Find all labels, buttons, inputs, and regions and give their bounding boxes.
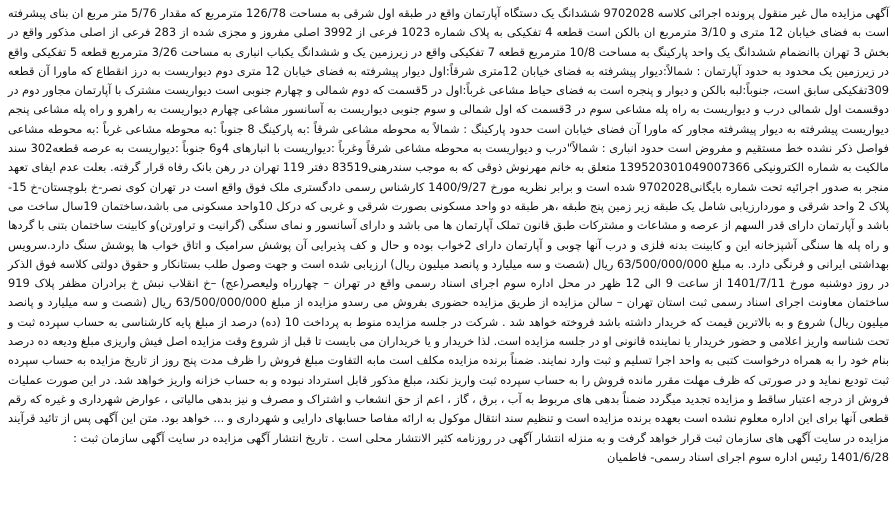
notice-signature-line: 1401/6/28 رئیس اداره سوم اجرای اسناد رسمی- فاطمیان bbox=[607, 449, 889, 464]
notice-body-text: آگهی مزایده مال غیر منقول پرونده اجرائی کلاسه 9702028 ششدانگ یک دستگاه آپارتمان واقع در طبقه اول شرقی به مساحت 126/78 مترمربع که مقدار 5/76 متر مربع ان بنای پیشرفته است به فضای خیابان 12 متری و 3/10 مترمربع ان بالکن است قطعه 4 تفکیکی به پلاک شماره 1023 فرعی از 3992 اصلی مفروز و مجزی شده از 283 فرعی از اصلی مذکور واقع در بخش 3 تهران باانضمام ششدانگ یک واحد پارکینگ به مساحت 10/8 مترمربع قطعه 7 تفکیکی واقع در زیرزمین یک و ششدانگ یکباب انباری به مساحت 3/26 مترمربع قطعه 5 تفکیکی واقع در زیرزمین یک محدود به حدود آپارتمان : شمالاً:دیوار پیشرفته به فضای خیابان 12متری شرقاً:اول دیوار پیشرفته به فضای خیابان 12 متری دوم دیواریست به درز انقطاع که ماورا آن قطعه 309تفکیکی سابق است، جنوباً:لبه بالکن و دیوار و پنجره است به فضای حیاط مشاعی غرباً:اول در 5قسمت که دوم شمالی و چهارم جنوبی است دیواریست مشترک با آپارتمان مجاور دوم در دوقسمت اول شمالی درب و دیواریست به راه پله مشاعی سوم در 3قسمت که اول شمالی و سوم جنوبی دیواریست به آسانسور مشاعی چهارم دیواریست به راهرو و راه پله مشاعی پنجم دیواریست پیشرفته به دیوار پیشرفته مجاور که ماورا آن فضای خیابان است حدود پارکینگ : شمالاً به محوطه مشاعی شرقاً :به پارکینگ 8 جنوباً :به محوطه مشاعی غرباً :به محوطه مشاعی فواصل ذکر نشده خط مستقیم و مفروض است حدود انباری : شمالاً"درب و دیواریست به محوطه مشاعی شرقاً وغرباً :دیواریست با انبارهای 4و6 جنوباً :دیواریست به عرصه قطعه302 سند مالکیت به شماره الکترونیکی 139520301049007366 متعلق به خانم مهرنوش ذوقی که به موجب سندرهنی83519 دفتر 119 تهران در رهن بانک رفاه قرار گرفته. بعلت عدم ایفای تعهد منجر به صدور اجرائیه تحت شماره بایگانی9702028 شده است و برابر نظریه مورخ 1400/9/27 کارشناس رسمی دادگستری ملک فوق واقع است در تهران کوی نصر-خ بلوچستان-خ 15-پلاک 2 واحد شرقی و موردارزیابی شامل یک طبقه زیر زمین پنج طبقه ،هر طبقه دو واحد مسکونی بصورت شرقی و غربی که درکل 10واحد مسکونی می باشد،ساختمان 19سال ساخت می باشد و آپارتمان دارای قدر السهم از عرصه و مشاعات و مشترکات طبق قانون تملک آپارتمان ها می باشد و دارای آسانسور و نمای سنگی (گرانیت و تراورتن)و کابینت ساختمان بتنی با گردها و راه پله ها سنگی آشپزخانه این و کابینت بدنه فلزی و درب آنها چوبی و آپارتمان دارای 2خواب بوده و حال و کف پذیرایی آن پوشش سرامیک و اتاق خواب ها پوشش سنگ دارد.سرویس بهداشتی ایرانی و فرنگی دارد. به مبلغ 63/500/000/000 ریال (شصت و سه میلیارد و پانصد میلیون ریال) ارزیابی شده است و جهت وصول طلب بستانکار و حقوق دولتی کلاسه فوق الذکر در روز دوشنبه مورخ 1401/7/11 از ساعت 9 الی 12 ظهر در محل اداره سوم اجرای اسناد رسمی واقع در تهران – چهارراه ولیعصر(عج) –خ انقلاب نبش خ برادران مظفر پلاک 919 ساختمان معاونت اجرای اسناد رسمی ثبت استان تهران – سالن مزایده از طریق مزایده حضوری بفروش می رسدو مزایده از مبلغ 63/500/000/000 ریال (شصت و سه میلیارد و پانصد میلیون ریال) شروع و به بالاترین قیمت که خریدار داشته باشد فروخته خواهد شد . شرکت در جلسه مزایده منوط به پرداخت 10 (ده) درصد از مبلغ پایه کارشناسی به حساب سپرده ثبت و تحت شناسه واریز اعلامی و حضور خریدار یا نماینده قانونی او در جلسه مزایده است. لذا خریدار و یا خریداران می بایست تا قبل از شروع وقت مزایده اصل فیش واریزی مبلغ ودیعه ده درصد بنام خود را به همراه درخواست کتبی به واحد اجرا تسلیم و ثبت وارد نمایند. ضمناً برنده مزایده مکلف است مابه التفاوت مبلغ فروش را ظرف مدت پنج روز از تاریخ مزایده به حساب سپرده ثبت تودیع نماید و در صورتی که ظرف مهلت مقرر مانده فروش را به حساب سپرده ثبت واریز نکند، مبلغ مذکور قابل استرداد نبوده و به حساب خزانه واریز خواهد شد. در این صورت عملیات فروش از درجه اعتبار ساقط و مزایده تجدید میگردد ضمناً بدهی های مربوط به آب ، برق ، گاز ، اعم از حق انشعاب و اشتراک و مصرف و نیز بدهی مالیاتی ، عوارض شهرداری و غیره که رقم قطعی آنها برای این اداره معلوم نشده است بعهده برنده مزایده است و تنظیم سند انتقال موکول به ارائه مفاصا حسابهای دارایی و شهرداری و ... خواهد بود. متن این آگهی پس از تائید قرآیند مزایده در سایت آگهی های سازمان ثبت قرار خواهد گرفت و به منزله انتشار آگهی در روزنامه کثیر الانتشار محلی است . تاریخ انتشار آگهی مزایده در سایت آگهی سازمان ثبت : bbox=[8, 6, 890, 445]
